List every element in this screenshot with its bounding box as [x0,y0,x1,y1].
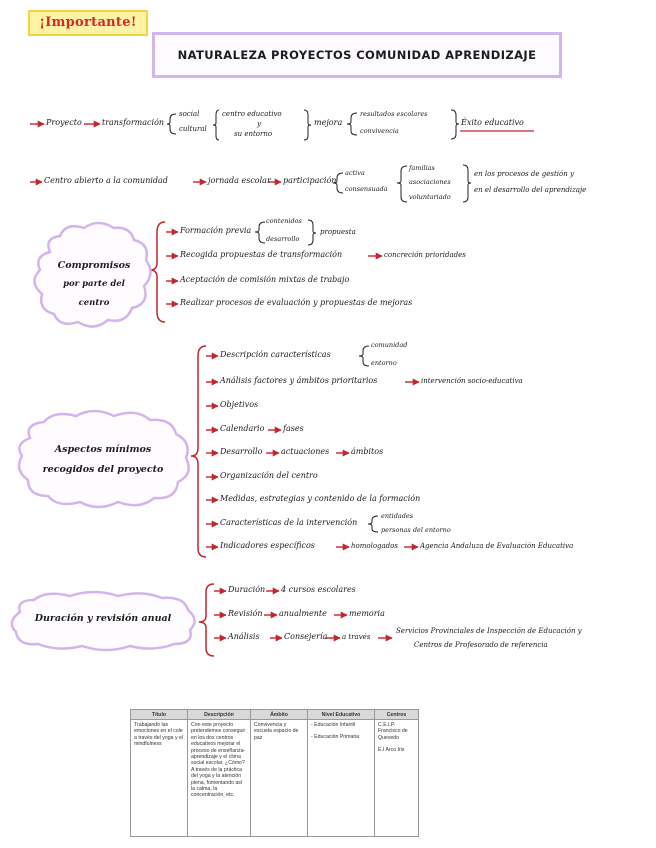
contenidos-label: contenidos [266,217,302,225]
projects-table [130,709,419,837]
cultural-label: cultural [179,125,207,133]
cell-centros [375,720,419,837]
mejora-label: mejora [314,118,343,127]
participacion-label: participación [283,176,337,185]
organizacion-label: Organización del centro [220,471,318,480]
centro-2: E.I Arco Iris [378,747,405,754]
nivel-primaria: - Educación Primaria [311,734,360,741]
aceptacion-label: Aceptación de comisión mixtas de trabajo [180,275,350,284]
medidas-label: Medidas, estrategias y contenido de la formación [220,494,421,503]
agencia-label: Agencia Andaluza de Evaluación Educativa [420,542,574,550]
familias-label: familias [409,164,435,172]
table-row [131,720,419,837]
entorno-label: entorno [371,359,397,367]
transformacion-label: transformación [102,118,165,127]
recogida-label: Recogida propuestas de transformación [180,250,343,259]
page-title: NATURALEZA PROYECTOS COMUNIDAD APRENDIZAJE [152,32,562,78]
a-traves-label: a través [342,633,371,641]
convivencia-label: convivencia [360,127,399,135]
voluntariado-label: voluntariado [409,193,451,201]
revision-label: Revisión [228,609,263,618]
desarrollo-aspecto-label: Desarrollo [220,447,263,456]
resultados-label: resultados escolares [360,110,428,118]
cell-nivel [308,720,375,837]
actuaciones-label: actuaciones [281,447,330,456]
header-titulo: Título [131,710,188,720]
cell-descripcion: Con este proyecto pretendemos conseguir en los dos centros educativos mejorar el proceso de enseñanza-aprendizaje y el clima social escolar. ¿Cómo? A través de la práctica del yoga y la atención plena, fomentando así la calma, la concentración, etc. [188,720,251,837]
desarrollo-aprendizaje-label: en el desarrollo del aprendizaje [474,186,587,194]
entidades-label: entidades [381,512,414,520]
su-entorno-label: su entorno [234,130,273,138]
centro-abierto-label: Centro abierto a la comunidad [44,176,168,185]
consejeria-label: Consejería [284,632,328,641]
anualmente-label: anualmente [279,609,327,618]
intervencion-label: intervención socio-educativa [421,377,523,385]
memoria-label: memoria [349,609,385,618]
formacion-label: Formación previa [180,226,252,235]
cell-ambito: Convivencia y escuela espacio de paz [251,720,308,837]
desarrollo-label: desarrollo [266,235,300,243]
ambitos-label: ámbitos [351,447,384,456]
indicadores-label: Indicadores específicos [220,541,315,550]
comunidad-label: comunidad [371,341,408,349]
realizar-label: Realizar procesos de evaluación y propuestas de mejoras [180,298,413,307]
asociaciones-label: asociaciones [409,178,451,186]
proyecto-label: Proyecto [46,118,82,127]
aspectos-title: Aspectos mínimos recogidos del proyecto [42,444,164,475]
servicios-line2: Centros de Profesorado de referencia [414,641,548,649]
fases-label: fases [283,424,304,433]
personas-label: personas del entorno [381,526,451,534]
objetivos-label: Objetivos [220,400,259,409]
cell-titulo: Trabajando las emociones en el cole a través del yoga y el mindfulness [131,720,188,837]
procesos-gestion-label: en los procesos de gestión y [474,170,574,178]
header-nivel: Nivel Educativo [308,710,375,720]
calendario-label: Calendario [220,424,265,433]
centro-educativo-label: centro educativo [222,110,282,118]
exito-label: Éxito educativo [461,118,524,127]
consensuada-label: consensuada [345,185,388,193]
propuesta-label: propuesta [320,228,356,236]
social-label: social [179,110,200,118]
header-descripcion: Descripción [188,710,251,720]
centro-1: C.E.I.P. Francisco de Quevedo [378,722,408,741]
concrecion-label: concreción prioridades [384,251,466,259]
activa-label: activa [345,169,365,177]
duracion-label: Duración [228,585,266,594]
duracion-title: Duración y revisión anual [34,613,172,624]
analisis-label: Análisis factores y ámbitos prioritarios [220,376,378,385]
descripcion-label: Descripción características [220,350,331,359]
cursos-label: 4 cursos escolares [281,585,356,594]
homologados-label: homologados [351,542,398,550]
nivel-infantil: - Educación Infantil [311,722,356,728]
important-label: ¡Importante! [28,10,148,36]
y-label: y [257,120,261,128]
analisis-dur-label: Análisis [228,632,260,641]
caracteristicas-label: Características de la intervención [220,518,358,527]
header-ambito: Ámbito [251,710,308,720]
servicios-line1: Servicios Provinciales de Inspección de Educación y [396,627,582,635]
header-centros: Centros [375,710,419,720]
table-header-row [131,710,419,720]
jornada-label: jornada escolar [208,176,271,185]
compromisos-title: Compromisos por parte del centro [57,260,131,308]
